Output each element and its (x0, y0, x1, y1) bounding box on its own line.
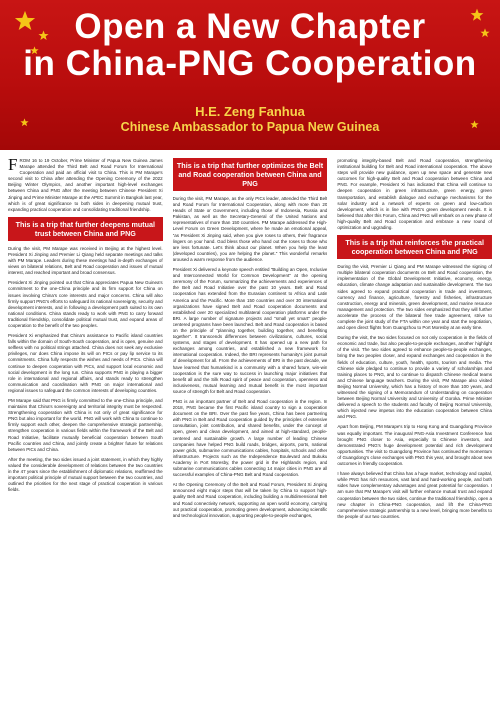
paragraph: President Xi delivered a keynote speech entitled "Building an Open, Inclusive and Interconnected World for Common Development" at the opening ceremony of the Forum, summarizing the achievements and experiences of the Belt and Road Initiative over the past 10 years. Belt and Road cooperation has extended from the Eurasian continent to Africa and Latin America and the Pacific. More than 150 countries and over 30 international organizations have signed Belt and Road cooperation documents and established over 20 specialized multilateral cooperation platforms under the BRI. A large number of signature projects and "small yet smart" people-centered programs have been launched. Belt and Road cooperation is based on the principle of "planning together, building together, and benefiting together". It transcends differences between civilizations, cultures, social systems, and stages of development. It has opened up a new path for exchanges among countries, and established a new framework for international cooperation. Indeed, the BRI represents humanity's joint pursuit of development for all. From the achievements of BRI in the past decade, we have learned that humankind is a community with a shared future, win-win cooperation is the sure way to success in launching major initiatives that benefit all and the Silk Road spirit of peace and cooperation, openness and inclusiveness, mutual learning and mutual benefit is the most important source of strength for Belt and Road cooperation. (172, 267, 328, 394)
column-1 (8, 158, 163, 708)
paragraph: During the visit, Premier Li Qiang and PM Marape witnessed the signing of multiple bilateral cooperation documents on Belt and Road cooperation, the implementation of the Global Development Initiative, economy, energy, education, climate change adaptation and sustainable development. The two sides agreed to expand practical cooperation in trade and investment, currency and finance, agriculture, forestry and fisheries, infrastructure construction, energy and minerals, green development, and marine resource management and protection. The two sides emphasized that they will further accelerate the process of the bilateral free trade agreement, strive to complete the joint study of the FTA within one year and start the negotiation, and open direct flights from Guangzhou to Port Moresby at an early time. (337, 264, 493, 331)
header-banner (0, 0, 500, 150)
paragraph: PNG is an important partner of Belt and Road cooperation in the region. In 2018, PNG became the first Pacific island country to sign a cooperation document on the BRI. Over the past five years, China has been partnering with PNG in Belt and Road cooperation guided by the principles of extensive consultation, joint contribution, and shared benefits, under the concept of open, green and clean development, and aimed at high-standard, people-centered and sustainable growth. A large number of leading Chinese companies have helped PNG build roads, bridges, airports, ports, national power grids, submarine communications cables, hospitals, schools and other infrastructure. Projects such as the Independence Boulevard and Bukuku Academy in Port Moresby, the power grid in the Highlands region, and submarine communications cables connecting 14 major cities in PNG are all successful examples of China-PNG Belt and Road cooperation. (172, 399, 328, 478)
article-title-line1: Open a New Chapter (74, 7, 426, 46)
article-title-line2: in China-PNG Cooperation (23, 44, 477, 83)
author-role: Chinese Ambassador to Papua New Guinea (120, 120, 380, 134)
paragraph: President Xi Jinping pointed out that China appreciates Papua New Guinea's commitment to the one-China principle and its firm support for China on issues involving China's core interests and major concerns. China will also firmly support PNG's efforts to safeguard its national sovereignty, security and development interests, and in following a development path suited to its own national conditions. China stands ready to work with PNG to carry forward traditional friendship, consolidate political mutual trust, and expand areas of cooperation to the benefit of the two peoples. (8, 280, 163, 328)
article-body (8, 158, 492, 708)
paragraph: At the Opening Ceremony of the Belt and Road Forum, President Xi Jinping announced eight major steps that will be taken by China to support high-quality Belt and Road cooperation, including building a multidimensional Belt and Road connectivity network, supporting an open world economy, carrying out practical cooperation, promoting green development, advancing scientific and technological innovation, supporting people-to-people exchanges, (172, 482, 328, 518)
section-heading: This is a trip that reinforces the practical cooperation between China and PNG (337, 235, 492, 259)
paragraph: promoting integrity-based Belt and Road cooperation, strengthening institutional building for Belt and Road international cooperation. The above steps will provide new guidance, open up new space and generate new outcomes for high-quality Belt and Road cooperation between China and PNG. For example, President Xi has indicated that China will continue to deepen cooperation in green infrastructure, green energy, green transportation, and establish dialogue and exchange mechanisms for the solar industry and a network of experts on green and low-carbon development, which is in line with PNG's green development needs. It is believed that after this Forum, China and PNG will embark on a new phase of high-quality Belt and Road cooperation and embrace a new round of optimization and upgrading. (337, 158, 493, 231)
section-heading: This is a trip that further deepens mutual trust between China and PNG (8, 217, 163, 241)
paragraph: During the visit, PM Marape was received in Beijing at the highest level. President Xi Jinping and Premier Li Qiang held separate meetings and talks with PM Marape. Leaders during these meetings had in-depth exchanges of views on bilateral relations, Belt and Road cooperation and issues of mutual interest, and reached important and broad consensus. (8, 245, 163, 276)
drop-cap: F (8, 158, 18, 174)
paragraph: President Xi emphasized that China's assistance to Pacific island countries falls within the domain of South-South cooperation, and is open, genuine and selfless with no political strings attached. China does not seek any exclusive privileges, nor does China impose its will on PICs or pay lip service to its commitments. China fully respects the wishes and needs of PICs. China will continue to deepen cooperation with PICs, and support local economic and social development in the long run. China supports PNG in playing a bigger role in international and regional affairs, and stands ready to strengthen communication and coordination with PNG on major international and regional issues to safeguard the common interests of developing countries. (8, 333, 163, 393)
paragraph: PM Marape said that PNG is firmly committed to the one-China principle, and maintains that China's sovereignty and territorial integrity must be respected. Strengthening cooperation with China is not only of great significance for PNG but also important for the world. PNG will work with China to continue to firmly support each other, deepen the comprehensive strategic partnership, strengthen cooperation in various fields within the framework of the Belt and Road Initiative, facilitate mutually beneficial cooperation between South Pacific countries and China, and jointly create a brighter future for relations between PICs and China. (8, 398, 163, 452)
author-name: H.E. Zeng Fanhua (195, 104, 305, 119)
paragraph: I have always believed that China has a huge market, technology and capital, while PNG has rich resources, vast land and hard-working people, and both sides have complementary advantages and great potential for cooperation. I am sure that PM Marape's visit will further enhance mutual trust and expand cooperation between the two sides, continue the traditional friendship, open a new chapter in China-PNG cooperation, and lift the China-PNG comprehensive strategic partnership to a new level, bringing more benefits to the people of our two countries. (337, 471, 493, 519)
paragraph: After the meeting, the two sides issued a joint statement, in which they highly valued the considerable development of relations between the two countries in the 47 years since the establishment of diplomatic relations, reaffirmed the important political principle of mutual support between the two countries, and outlined the priorities for the next stage of practical cooperation in various fields. (8, 456, 163, 493)
paragraph: Apart from Beijing, PM Marape's trip to Hong Kong and Guangdong Province was equally important. The inaugural PNG-Asia Investment Conference has brought PNG closer to Asia, especially to Chinese investors, and demonstrated PNG's huge development potential and rich development opportunities. The visit to Guangdong Province has continued the momentum of Guangdong's close exchanges with PNG this year, and brought about new outcomes in friendly cooperation. (337, 424, 493, 467)
paragraph: FROM 16 to 19 October, Prime Minister of Papua New Guinea James Marape attended the Third Belt and Road Forum for International Cooperation and paid an official visit to China. This is PM Marape's second visit to China after attending the Opening Ceremony of the 2022 Beijing Winter Olympics, and another important high-level exchanges between China and PNG after the meeting between Chinese President Xi Jinping and Prime Minister Marape at the APEC Summit in Bangkok last year, which is of great significance to both sides in deepening mutual trust, expanding practical cooperation and consolidating traditional friendship. (8, 158, 163, 212)
paragraph: During the visit, the two sides focused on not only cooperation in the fields of economic and trade, but also people-to-people exchanges, another highlight of the visit. The two sides agreed to enhance people-to-people exchanges, bring the two peoples closer, and expand exchanges and cooperation in the fields of education, culture, youth, health, sports, tourism and media. The Chinese side pledged to continue to provide a variety of scholarships and training places to PNG, and to continue to dispatch Chinese medical teams and Chinese language teachers. During the visit, PM Marape also visited Beijing Normal University, which has a history of more than 100 years, and witnessed the signing of a Memorandum of Understanding on cooperation between Beijing Normal University and University of Goroka. Prime Minister delivered a speech to the students and faculty of Beijing Normal University, which injected new impetus into the education cooperation between China and PNG. (337, 335, 493, 420)
section-heading: This is a trip that further optimizes the Belt and Road cooperation between China and PNG (173, 158, 328, 191)
column-3 (337, 158, 492, 708)
paragraph: During the visit, PM Marape, as the only PICs leader, attended the Third Belt and Road Forum for International Cooperation, along with more than 20 Heads of State or Government, including those of Indonesia, Russia and Pakistan, as well as the Secretary-General of the United Nations and representatives of more than 150 countries. PM Marape addressed the High-Level Forum on Green Development, where he made an emotional appeal, "as President Xi Jinping said, when you give roses to others, their fragrance lingers on your hand. God bless those who hand out the roses to those who are less fortunate. Let's think about our planet. When you help the least (developed countries), you are helping the planet." This wonderful remarks aroused a warm response from the audience. (172, 196, 328, 262)
column-2 (173, 158, 328, 708)
